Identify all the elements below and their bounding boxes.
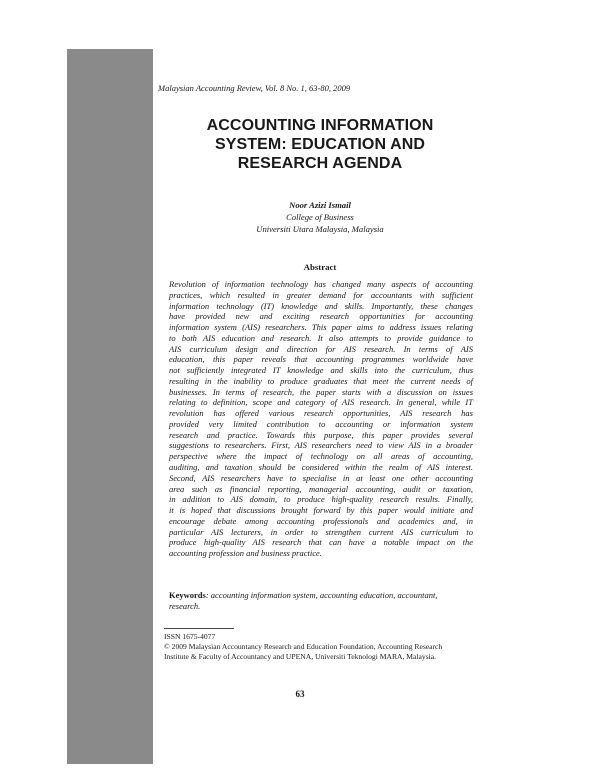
abstract-line: research and practice. Towards this purpose, this paper provides several bbox=[169, 429, 473, 440]
abstract-line: auditing, and taxation should be considered within the realm of AIS interest. bbox=[169, 462, 473, 473]
keywords-text: : accounting information system, accounting education, accountant, bbox=[205, 590, 438, 600]
abstract-line: relating to definition, scope and category of AIS research. In general, while IT bbox=[169, 397, 473, 408]
abstract-line: accounting profession and business practice. bbox=[169, 548, 322, 559]
abstract-line: to both AIS education and research. It also attempts to provide guidance to bbox=[169, 332, 473, 343]
page-number: 63 bbox=[295, 689, 305, 699]
copyright-line: Institute & Faculty of Accountancy and UPENA, Universiti Teknologi MARA, Malaysia. bbox=[164, 652, 437, 661]
issn: ISSN 1675-4077 bbox=[164, 632, 216, 641]
abstract-line: it is hoped that discussions brought forward by this paper would initiate and bbox=[169, 505, 473, 516]
author-block bbox=[170, 199, 470, 235]
title-line: ACCOUNTING INFORMATION bbox=[206, 117, 434, 134]
abstract-line: revolution has offered various research opportunities, AIS research has bbox=[169, 408, 473, 419]
abstract-line: Second, AIS researchers have to specialise in at least one other accounting bbox=[169, 472, 473, 483]
abstract-line: resulting in the inability to produce graduates that meet the current needs of bbox=[169, 375, 473, 386]
abstract-line: have provided new and exciting research opportunities for accounting bbox=[169, 311, 473, 322]
abstract-body bbox=[169, 279, 473, 559]
footnote bbox=[164, 632, 476, 662]
margin-band bbox=[67, 49, 153, 764]
keywords-text: research. bbox=[169, 600, 201, 611]
abstract-line: Revolution of information technology has changed many aspects of accounting bbox=[169, 279, 473, 289]
author-name: Noor Azizi Ismail bbox=[289, 200, 351, 210]
abstract-line: AIS curriculum design and direction for AIS research. In terms of AIS bbox=[169, 343, 473, 354]
footnote-divider bbox=[164, 628, 234, 629]
abstract-line: information system (AIS) researchers. This paper aims to address issues relating bbox=[169, 322, 473, 333]
keywords-label: Keywords bbox=[169, 590, 206, 600]
keywords bbox=[169, 590, 473, 612]
paper-title bbox=[170, 116, 470, 173]
copyright-line: © 2009 Malaysian Accountancy Research and Education Foundation, Accounting Research bbox=[164, 642, 443, 651]
abstract-line: produce high-quality AIS research that can have a notable impact on the bbox=[169, 537, 473, 548]
abstract-line: provided very limited contribution to accounting or information system bbox=[169, 418, 473, 429]
journal-citation: Malaysian Accounting Review, Vol. 8 No. 1, 63-80, 2009 bbox=[158, 83, 351, 93]
keywords-line bbox=[169, 590, 473, 601]
title-line: RESEARCH AGENDA bbox=[237, 155, 403, 172]
author-affiliation: Universiti Utara Malaysia, Malaysia bbox=[256, 224, 384, 234]
author-affiliation: College of Business bbox=[286, 212, 354, 222]
abstract-line: particular AIS lecturers, in order to strengthen current AIS curriculum to bbox=[169, 526, 473, 537]
abstract-line: practices, which resulted in greater demand for accountants with sufficient bbox=[169, 289, 473, 300]
abstract-line: area such as financial reporting, managerial accounting, audit or taxation, bbox=[169, 483, 473, 494]
title-line: SYSTEM: EDUCATION AND bbox=[214, 136, 426, 153]
abstract-line: in addition to AIS domain, to produce high-quality research results. Finally, bbox=[169, 494, 473, 505]
abstract-line: education, this paper reveals that accounting programmes worldwide have bbox=[169, 354, 473, 365]
abstract-line: information technology (IT) knowledge and skills. Importantly, these changes bbox=[169, 300, 473, 311]
abstract-line: suggestions to researchers. First, AIS researchers need to view AIS in a broader bbox=[169, 440, 473, 451]
abstract-line: perspective where the impact of technology on all areas of accounting, bbox=[169, 451, 473, 462]
abstract-line: encourage debate among accounting professionals and academics and, in bbox=[169, 515, 473, 526]
abstract-line: businesses. In terms of research, the paper starts with a discussion on issues bbox=[169, 386, 473, 397]
abstract-line: not sufficiently integrated IT knowledge and skills into the curriculum, thus bbox=[169, 365, 473, 376]
abstract-heading: Abstract bbox=[303, 262, 337, 272]
